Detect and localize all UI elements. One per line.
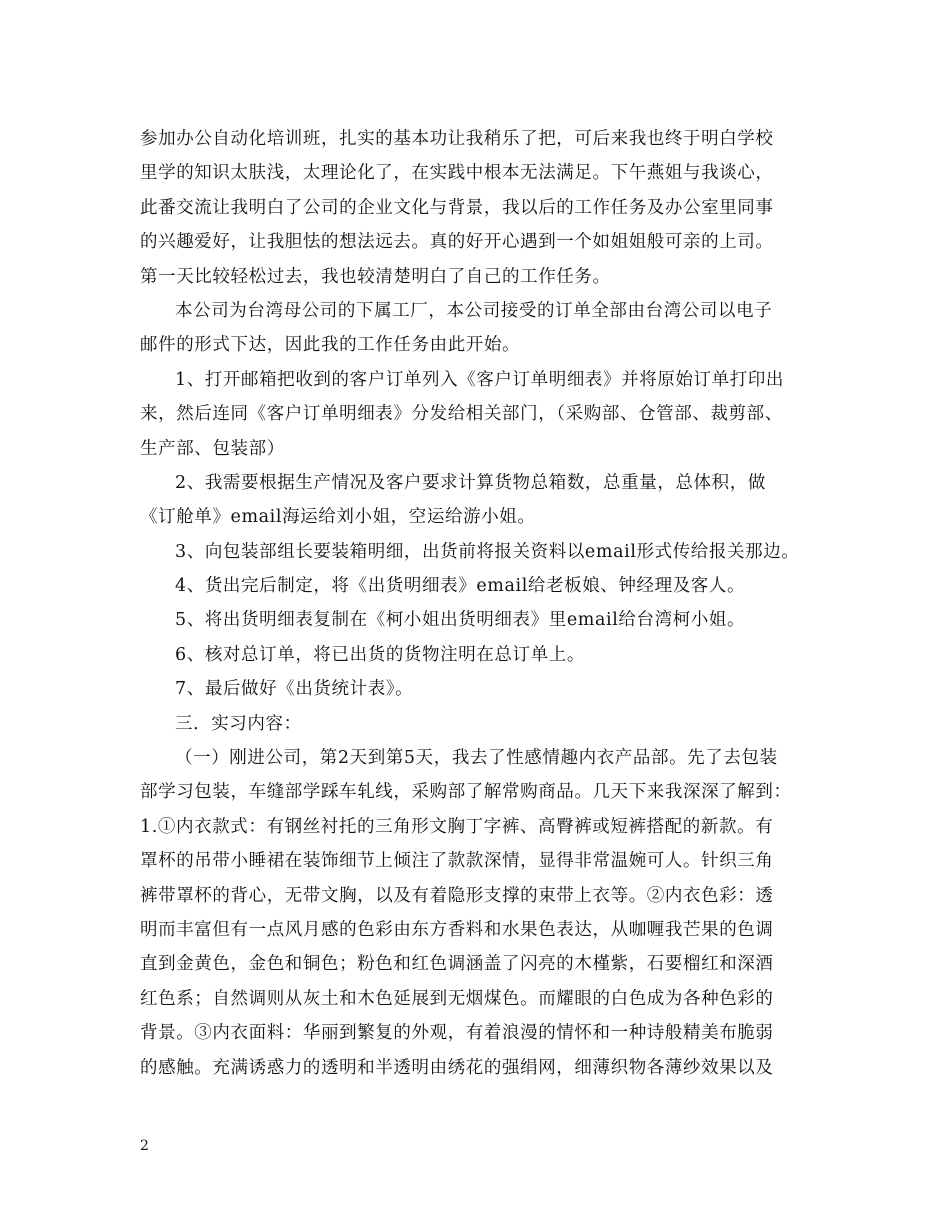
text-line: （一）刚进公司，第2天到第5天，我去了性感情趣内衣产品部。先了去包装 [175,748,778,769]
text-line: 红色系；自然调则从灰土和木色延展到无烟煤色。而耀眼的白色成为各种色彩的 [140,988,774,1009]
text-line: 1.①内衣款式：有钢丝衬托的三角形文胸丁字裤、高臀裤或短裤搭配的新款。有 [140,816,774,837]
text-line: 2、我需要根据生产情况及客户要求计算货物总箱数，总重量，总体积，做 [175,472,766,493]
text-line: 直到金黄色，金色和铜色；粉色和红色调涵盖了闪亮的木槿紫，石要榴红和深酒 [140,954,774,975]
text-line: 《订舱单》email海运给刘小姐，空运给游小姐。 [140,507,536,528]
text-line: 5、将出货明细表复制在《柯小姐出货明细表》里email给台湾柯小姐。 [175,610,746,631]
text-line: 邮件的形式下达，因此我的工作任务由此开始。 [140,335,521,356]
text-line: 3、向包装部组长要装箱明细，出货前将报关资料以email形式传给报关那边。 [175,541,800,562]
text-line: 4、货出完后制定，将《出货明细表》email给老板娘、钟经理及客人。 [175,576,746,597]
text-line: 的兴趣爱好，让我胆怯的想法远去。真的好开心遇到一个如姐姐般可亲的上司。 [140,232,774,253]
text-line: 背景。③内衣面料：华丽到繁复的外观，有着浪漫的情怀和一种诗般精美布脆弱 [140,1023,774,1044]
text-line: 裤带罩杯的背心，无带文胸，以及有着隐形支撑的束带上衣等。②内衣色彩：透 [140,885,774,906]
text-line: 参加办公自动化培训班，扎实的基本功让我稍乐了把，可后来我也终于明白学校 [140,129,774,149]
text-line: 罩杯的吊带小睡裙在装饰细节上倾注了款款深情，显得非常温婉可人。针织三角 [140,851,774,872]
text-line: 的感触。充满诱惑力的透明和半透明由绣花的强绢网，细薄织物各薄纱效果以及 [140,1057,774,1078]
text-line: 7、最后做好《出货统计表》。 [175,679,414,700]
text-line: 明而丰富但有一点风月感的色彩由东方香料和水果色表达，从咖喱我芒果的色调 [140,919,774,940]
text-line: 本公司为台湾母公司的下属工厂，本公司接受的订单全部由台湾公司以电子 [175,300,773,321]
text-line: 第一天比较轻松过去，我也较清楚明白了自己的工作任务。 [140,266,611,287]
text-line: 此番交流让我明白了公司的企业文化与背景，我以后的工作任务及办公室里同事 [140,197,774,218]
page-number: 2 [140,1138,149,1154]
text-line: 1、打开邮箱把收到的客户订单列入《客户订单明细表》并将原始订单打印出 [175,369,785,390]
text-line: 生产部、包装部） [140,438,285,459]
text-line: 来，然后连同《客户订单明细表》分发给相关部门，（采购部、仓管部、裁剪部、 [140,404,783,425]
text-line: 三．实习内容： [175,713,302,734]
body-text [140,122,820,1085]
text-line: 里学的知识太肤浅，太理论化了，在实践中根本无法满足。下午燕姐与我谈心， [140,163,774,184]
text-line: 部学习包装，车缝部学踩车轧线，采购部了解常购商品。几天下来我深深了解到： [140,782,792,803]
text-line: 6、核对总订单，将已出货的货物注明在总订单上。 [175,644,585,665]
